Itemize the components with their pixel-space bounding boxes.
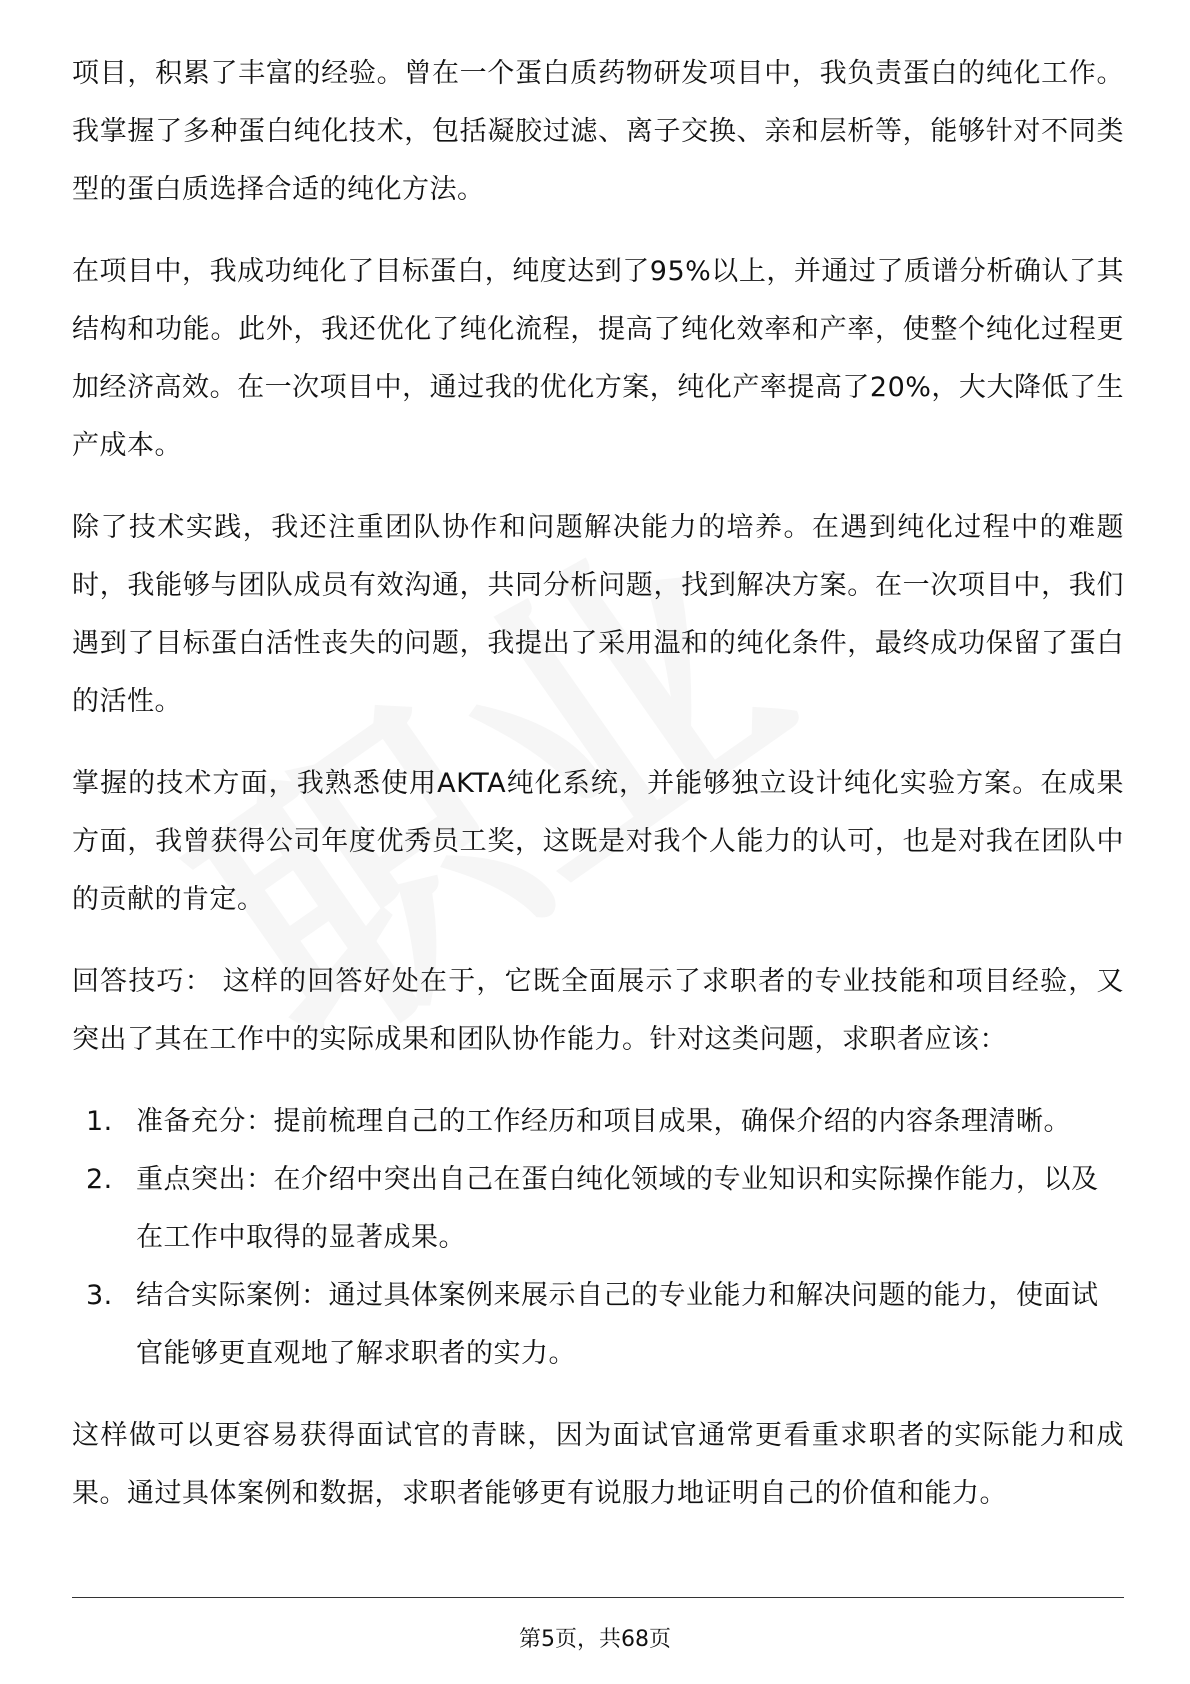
paragraph-2: 在项目中，我成功纯化了目标蛋白，纯度达到了95%以上，并通过了质谱分析确认了其结构和功能。此外，我还优化了纯化流程，提高了纯化效率和产率，使整个纯化过程更加经济高效。在一次项目中，通过我的优化方案，纯化产率提高了20%，大大降低了生产成本。 — [72, 256, 1124, 461]
list-item-text: 重点突出：在介绍中突出自己在蛋白纯化领域的专业知识和实际操作能力，以及在工作中取得的显著成果。 — [136, 1164, 1099, 1253]
list-item — [72, 1267, 1124, 1383]
list-item — [72, 1151, 1124, 1267]
tips-list — [72, 1093, 1124, 1383]
list-item — [72, 1093, 1124, 1151]
list-item-text: 准备充分：提前梳理自己的工作经历和项目成果，确保介绍的内容条理清晰。 — [136, 1106, 1071, 1137]
answer-tips-paragraph: 回答技巧： 这样的回答好处在于，它既全面展示了求职者的专业技能和项目经验，又突出了其在工作中的实际成果和团队协作能力。针对这类问题，求职者应该： — [72, 966, 1124, 1055]
list-item-text: 结合实际案例：通过具体案例来展示自己的专业能力和解决问题的能力，使面试官能够更直观地了解求职者的实力。 — [136, 1280, 1099, 1369]
paragraph-4: 掌握的技术方面，我熟悉使用AKTA纯化系统，并能够独立设计纯化实验方案。在成果方面，我曾获得公司年度优秀员工奖，这既是对我个人能力的认可，也是对我在团队中的贡献的肯定。 — [72, 768, 1124, 915]
list-item-number: 1. — [86, 1106, 113, 1137]
paragraph-1: 项目，积累了丰富的经验。曾在一个蛋白质药物研发项目中，我负责蛋白的纯化工作。我掌握了多种蛋白纯化技术，包括凝胶过滤、离子交换、亲和层析等，能够针对不同类型的蛋白质选择合适的纯化方法。 — [72, 58, 1124, 205]
page-content — [72, 45, 1124, 1547]
footer-divider — [72, 1597, 1124, 1598]
closing-paragraph: 这样做可以更容易获得面试官的青睐，因为面试官通常更看重求职者的实际能力和成果。通过具体案例和数据，求职者能够更有说服力地证明自己的价值和能力。 — [72, 1420, 1124, 1509]
list-item-number: 2. — [86, 1164, 113, 1195]
paragraph-3: 除了技术实践，我还注重团队协作和问题解决能力的培养。在遇到纯化过程中的难题时，我能够与团队成员有效沟通，共同分析问题，找到解决方案。在一次项目中，我们遇到了目标蛋白活性丧失的问题，我提出了采用温和的纯化条件，最终成功保留了蛋白的活性。 — [72, 512, 1124, 717]
list-item-number: 3. — [86, 1280, 113, 1311]
page-number: 第5页，共68页 — [519, 1627, 671, 1652]
